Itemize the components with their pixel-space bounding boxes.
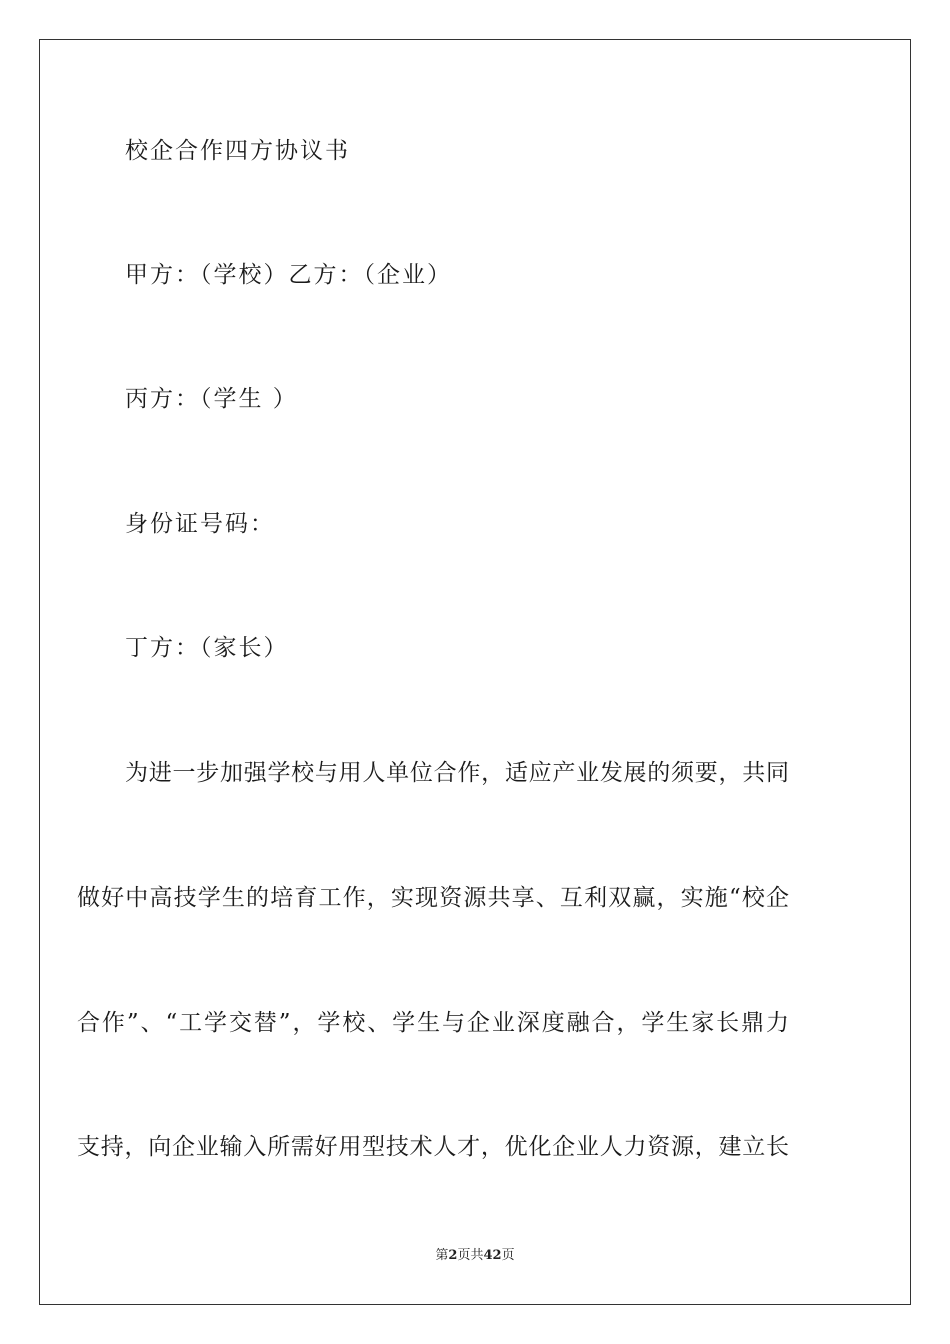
paragraph-line: 为进一步加强学校与用人单位合作，适应产业发展的须要，共同 — [125, 760, 789, 786]
page-current: 2 — [448, 1248, 458, 1263]
page-prefix: 第 — [435, 1248, 449, 1263]
page-footer — [0, 1248, 950, 1264]
paragraph-line: 合作”、“工学交替”，学校、学生与企业深度融合，学生家长鼎力 — [77, 1010, 789, 1036]
id-number-line: 身份证号码： — [125, 511, 275, 537]
paragraph-line: 做好中高技学生的培育工作，实现资源共享、互利双赢，实施“校企 — [77, 885, 789, 911]
page-suffix: 页 — [457, 1248, 471, 1263]
total-prefix: 共 — [470, 1248, 484, 1263]
page-frame — [39, 39, 911, 1305]
party-d-line: 丁方：（家长） — [125, 635, 289, 661]
total-suffix: 页 — [501, 1248, 515, 1263]
paragraph-line: 支持，向企业输入所需好用型技术人才，优化企业人力资源，建立长 — [77, 1134, 789, 1160]
page-total: 42 — [483, 1248, 502, 1263]
party-a-b-line: 甲方：（学校）乙方：（企业） — [125, 262, 452, 288]
document-title: 校企合作四方协议书 — [125, 138, 350, 164]
party-c-line: 丙方：（学生 ） — [125, 386, 298, 412]
